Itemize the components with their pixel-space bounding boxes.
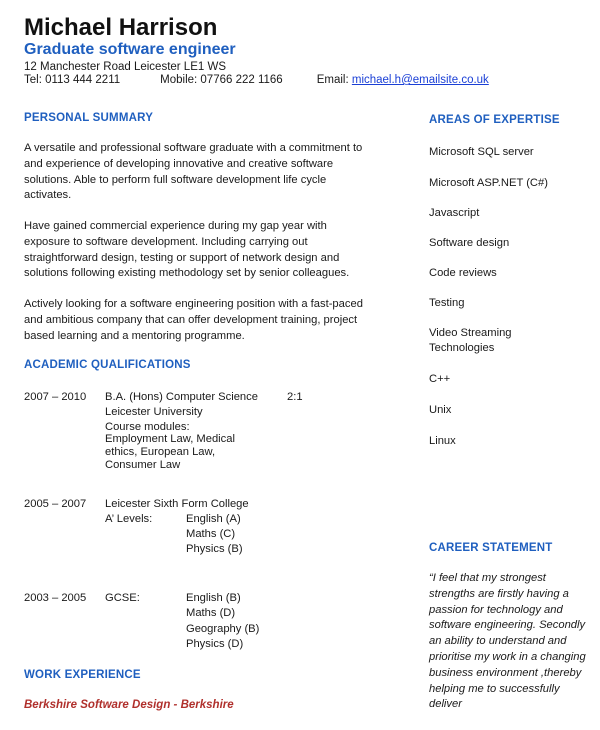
subject-grade: English (A) [186,513,241,525]
expertise-item: Software design [429,237,510,249]
qualification-years: 2005 – 2007 [24,498,87,510]
address: 12 Manchester Road Leicester LE1 WS [24,61,226,73]
expertise-item: Technologies [429,342,495,354]
summary-paragraph: Actively looking for a software engineering position with a fast-paced and ambitious company that can offer development training, project based learning and a mentoring programme. [24,298,363,342]
subject-grade: Physics (B) [186,543,243,555]
qualification-entry [0,362,420,482]
expertise-item: Unix [429,404,452,416]
qualification-entry [0,497,420,567]
contact-line [24,74,489,86]
subject-grade: Physics (D) [186,638,244,650]
email-label: Email: [316,74,349,86]
expertise-item: Javascript [429,207,480,219]
course-module-line: Employment Law, Medical [105,433,235,445]
qualification-institution: Leicester University [105,406,203,418]
qualification-level-label: GCSE: [105,592,140,604]
areas-of-expertise-heading: AREAS OF EXPERTISE [429,114,560,126]
personal-summary-heading: PERSONAL SUMMARY [24,112,154,124]
qualification-level-label: A’ Levels: [105,513,153,525]
summary-paragraph: A versatile and professional software graduate with a commitment to and experience of developing innovative and creative software solutions. Able to perform full software development life cycle activates. [24,142,363,202]
qualification-grade: 2:1 [287,391,303,403]
job-title: Graduate software engineer [24,41,236,58]
qualification-degree: B.A. (Hons) Computer Science [105,391,258,403]
course-modules-label: Course modules: [105,421,190,433]
expertise-item: C++ [429,373,451,385]
candidate-name: Michael Harrison [24,14,218,41]
work-experience-heading: WORK EXPERIENCE [24,669,141,681]
expertise-item: Microsoft SQL server [429,146,534,158]
expertise-item: Microsoft ASP.NET (C#) [429,177,548,189]
course-module-line: ethics, European Law, [105,446,216,458]
employer-name: Berkshire Software Design - Berkshire [24,699,234,711]
expertise-item: Testing [429,297,465,309]
career-statement-heading: CAREER STATEMENT [429,542,553,554]
subject-grade: Maths (C) [186,528,236,540]
career-statement-text: “I feel that my strongest strengths are firstly having a passion for technology and software engineering. Secondly an ability to understand and prioritise my work in a changing business environment ,thereby helping me to successfully deliver [429,572,586,711]
expertise-item: Linux [429,435,456,447]
email-link[interactable]: michael.h@emailsite.co.uk [351,74,489,86]
mobile: Mobile: 07766 222 1166 [160,74,283,86]
qualification-entry [0,591,420,661]
academic-qualifications-heading: ACADEMIC QUALIFICATIONS [24,359,191,371]
qualification-years: 2003 – 2005 [24,592,87,604]
subject-grade: Geography (B) [186,623,260,635]
expertise-item: Video Streaming [429,327,512,339]
subject-grade: English (B) [186,592,241,604]
course-module-line: Consumer Law [105,459,181,471]
expertise-item: Code reviews [429,267,497,279]
qualification-institution: Leicester Sixth Form College [105,498,249,510]
telephone: Tel: 0113 444 2211 [24,74,121,86]
subject-grade: Maths (D) [186,607,236,619]
summary-paragraph: Have gained commercial experience during my gap year with exposure to software development. Including carrying out straightforward design, testing or support of network design and solutions following existing methodology set by senior colleagues. [24,220,350,280]
qualification-years: 2007 – 2010 [24,391,87,403]
